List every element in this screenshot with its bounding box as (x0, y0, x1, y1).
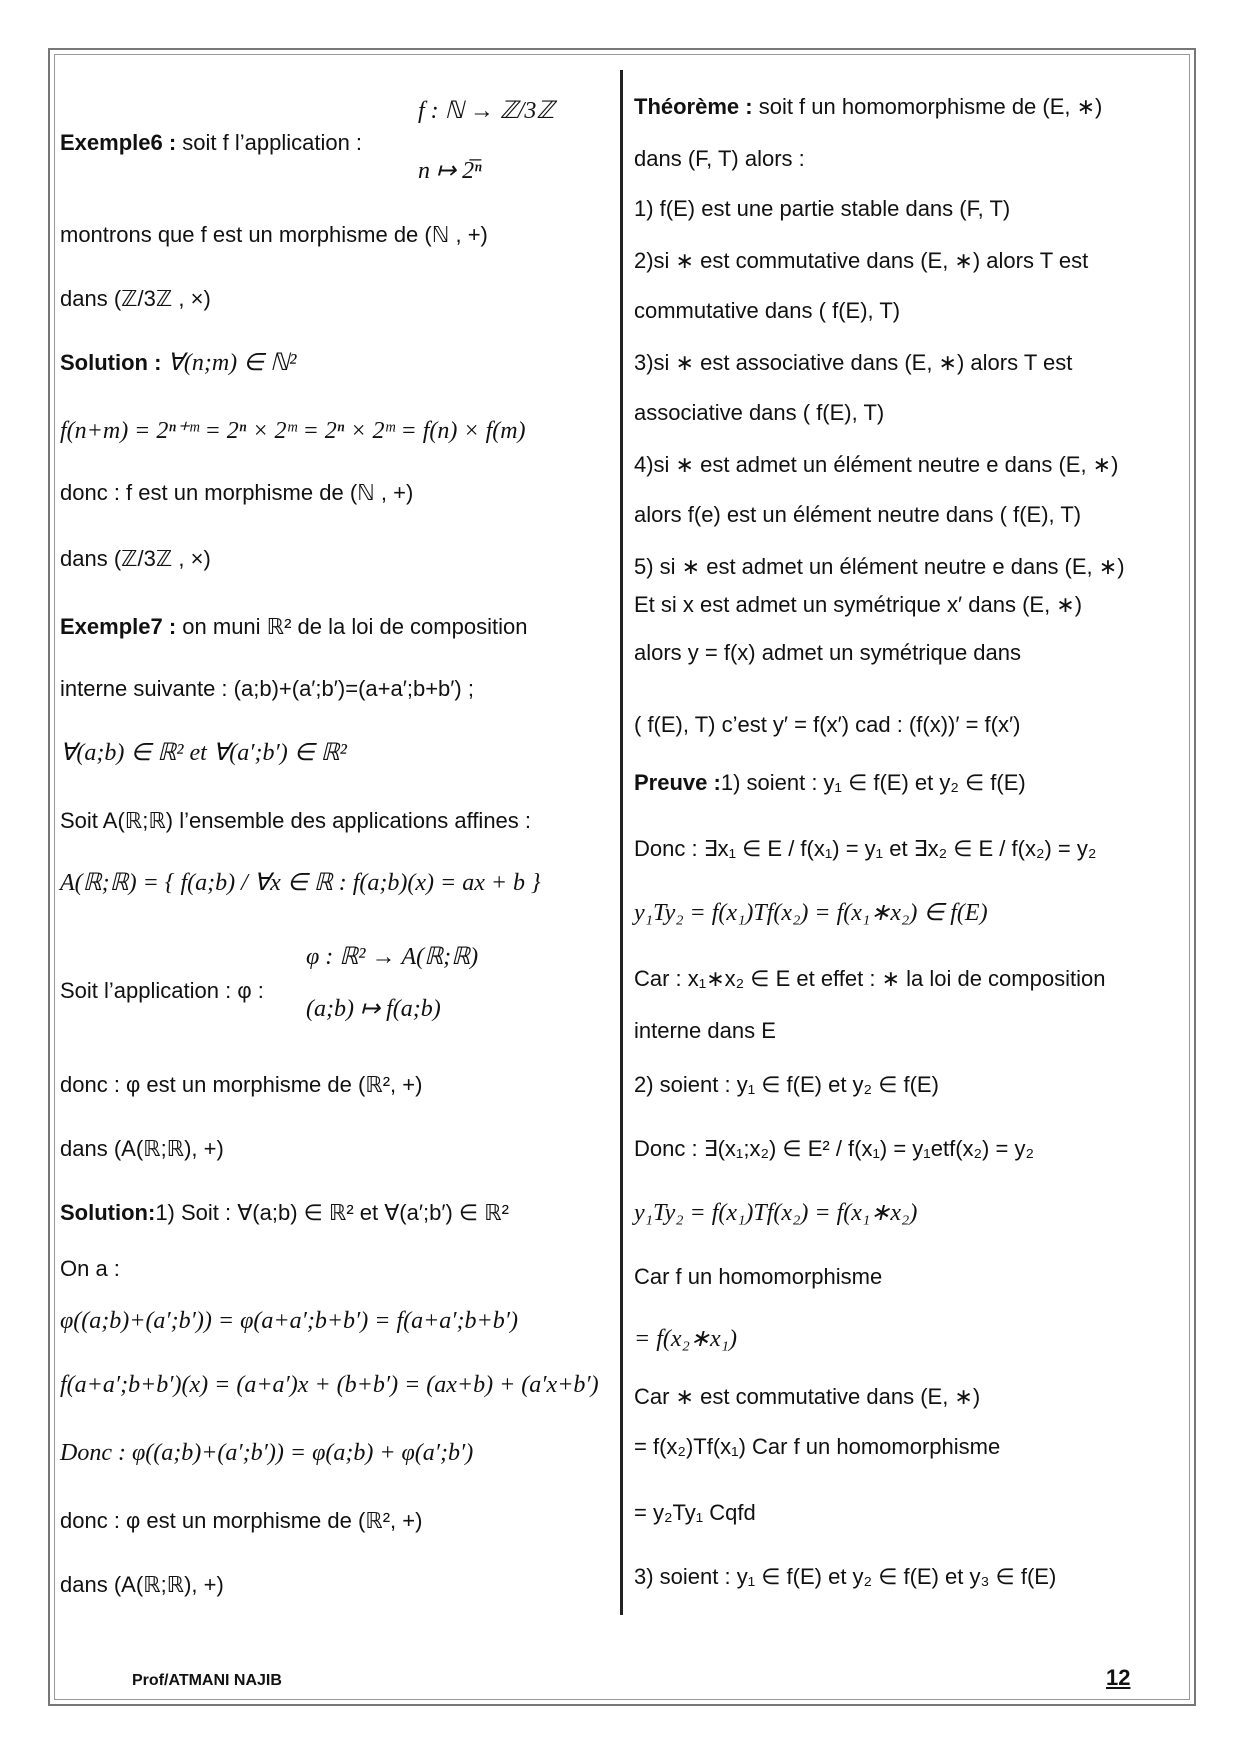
example7-text: on muni ℝ² de la loi de composition (176, 614, 528, 639)
theorem-line8: 4)si ∗ est admet un élément neutre e dans (E, ∗) (634, 452, 1119, 477)
solution1-conclusion: donc : f est un morphisme de (ℕ , +) (60, 480, 414, 505)
solution2-text: 1) Soit : ∀(a;b) ∈ ℝ² et ∀(a′;b′) ∈ ℝ² (155, 1200, 509, 1225)
solution2-conclusion-cont: dans (A(ℝ;ℝ), +) (60, 1572, 224, 1597)
example6-statement-cont: dans (ℤ/3ℤ , ×) (60, 286, 211, 311)
example7-label: Exemple7 : (60, 614, 177, 639)
solution1-heading (60, 350, 296, 376)
proof-line4: Car : x₁∗x₂ ∈ E et effet : ∗ la loi de composition (634, 966, 1106, 991)
theorem-line12: alors y = f(x) admet un symétrique dans (634, 640, 1021, 665)
solution2-eq3: Donc : φ((a;b)+(a′;b′)) = φ(a;b) + φ(a′;b′) (60, 1440, 474, 1466)
example7-affine-set: Soit A(ℝ;ℝ) l’ensemble des applications affines : (60, 808, 532, 833)
proof-line14: 3) soient : y₁ ∈ f(E) et y₂ ∈ f(E) et y₃ ∈ f(E) (634, 1564, 1057, 1589)
theorem-text: soit f un homomorphisme de (E, ∗) (752, 94, 1103, 119)
example7-claim-cont: dans (A(ℝ;ℝ), +) (60, 1136, 224, 1161)
column-divider (620, 70, 623, 1615)
example6-heading (60, 130, 362, 156)
theorem-label: Théorème : (634, 94, 753, 119)
example7-application-label: Soit l’application : φ : (60, 978, 264, 1003)
solution1-label: Solution : (60, 350, 162, 375)
example7-heading (60, 614, 527, 640)
example6-statement: montrons que f est un morphisme de (ℕ , +) (60, 222, 488, 247)
example6-map-line2: n ↦ 2̅ⁿ (418, 158, 482, 184)
proof-line6: 2) soient : y₁ ∈ f(E) et y₂ ∈ f(E) (634, 1072, 939, 1097)
proof-line10: = f(x₂∗x₁) (634, 1326, 737, 1352)
example7-claim: donc : φ est un morphisme de (ℝ², +) (60, 1072, 423, 1097)
solution2-on-a: On a : (60, 1256, 120, 1281)
proof-line12: = f(x₂)Tf(x₁) Car f un homomorphisme (634, 1434, 1001, 1459)
example6-label: Exemple6 : (60, 130, 177, 155)
page-number: 12 (1106, 1665, 1131, 1690)
proof-line8: y₁Ty₂ = f(x₁)Tf(x₂) = f(x₁∗x₂) (634, 1200, 918, 1226)
theorem-line9: alors f(e) est un élément neutre dans ( f(E), T) (634, 502, 1082, 527)
solution2-heading (60, 1200, 509, 1226)
solution1-equation: f(n+m) = 2ⁿ⁺ᵐ = 2ⁿ × 2ᵐ = 2ⁿ × 2ᵐ = f(n) × f(m) (60, 418, 526, 444)
proof-label: Preuve : (634, 770, 721, 795)
example7-quantifiers: ∀(a;b) ∈ ℝ² et ∀(a′;b′) ∈ ℝ² (60, 740, 347, 766)
example6-text: soit f l’application : (176, 130, 363, 155)
theorem-line3: 1) f(E) est une partie stable dans (F, T) (634, 196, 1011, 221)
theorem-line4: 2)si ∗ est commutative dans (E, ∗) alors T est (634, 248, 1089, 273)
theorem-line2: dans (F, T) alors : (634, 146, 805, 171)
theorem-line5: commutative dans ( f(E), T) (634, 298, 901, 323)
footer-author: Prof/ATMANI NAJIB (132, 1672, 282, 1689)
theorem-line7: associative dans ( f(E), T) (634, 400, 885, 425)
proof-line13: = y₂Ty₁ Cqfd (634, 1500, 756, 1525)
proof-line11: Car ∗ est commutative dans (E, ∗) (634, 1384, 981, 1409)
proof-line5: interne dans E (634, 1018, 776, 1043)
theorem-line10: 5) si ∗ est admet un élément neutre e dans (E, ∗) (634, 554, 1125, 579)
proof-line7: Donc : ∃(x₁;x₂) ∈ E² / f(x₁) = y₁etf(x₂) = y₂ (634, 1136, 1034, 1161)
proof-line3: y₁Ty₂ = f(x₁)Tf(x₂) = f(x₁∗x₂) ∈ f(E) (634, 900, 988, 926)
example7-application-line2: (a;b) ↦ f(a;b) (306, 996, 441, 1022)
solution1-conclusion-cont: dans (ℤ/3ℤ , ×) (60, 546, 211, 571)
proof-text: 1) soient : y₁ ∈ f(E) et y₂ ∈ f(E) (720, 770, 1026, 795)
solution2-conclusion: donc : φ est un morphisme de (ℝ², +) (60, 1508, 423, 1533)
solution2-label: Solution: (60, 1200, 156, 1225)
solution2-eq2: f(a+a′;b+b′)(x) = (a+a′)x + (b+b′) = (ax+b) + (a′x+b′) (60, 1372, 599, 1398)
theorem-line11: Et si x est admet un symétrique x′ dans (E, ∗) (634, 592, 1083, 617)
theorem-line13: ( f(E), T) c’est y′ = f(x′) cad : (f(x))′ = f(x′) (634, 712, 1021, 737)
example7-affine-def: A(ℝ;ℝ) = { f(a;b) / ∀x ∈ ℝ : f(a;b)(x) = ax + b } (60, 870, 541, 896)
proof-line9: Car f un homomorphisme (634, 1264, 883, 1289)
theorem-heading (634, 94, 1102, 120)
solution2-eq1: φ((a;b)+(a′;b′)) = φ(a+a′;b+b′) = f(a+a′;b+b′) (60, 1308, 518, 1334)
proof-line2: Donc : ∃x₁ ∈ E / f(x₁) = y₁ et ∃x₂ ∈ E / f(x₂) = y₂ (634, 836, 1097, 861)
theorem-line6: 3)si ∗ est associative dans (E, ∗) alors T est (634, 350, 1073, 375)
proof-heading (634, 770, 1026, 796)
example7-application-line1: φ : ℝ² → A(ℝ;ℝ) (306, 944, 479, 970)
example7-law: interne suivante : (a;b)+(a′;b′)=(a+a′;b+b′) ; (60, 676, 474, 701)
solution1-text: ∀(n;m) ∈ ℕ² (161, 350, 297, 376)
example6-map-line1: f : ℕ → ℤ/3ℤ (418, 98, 555, 124)
